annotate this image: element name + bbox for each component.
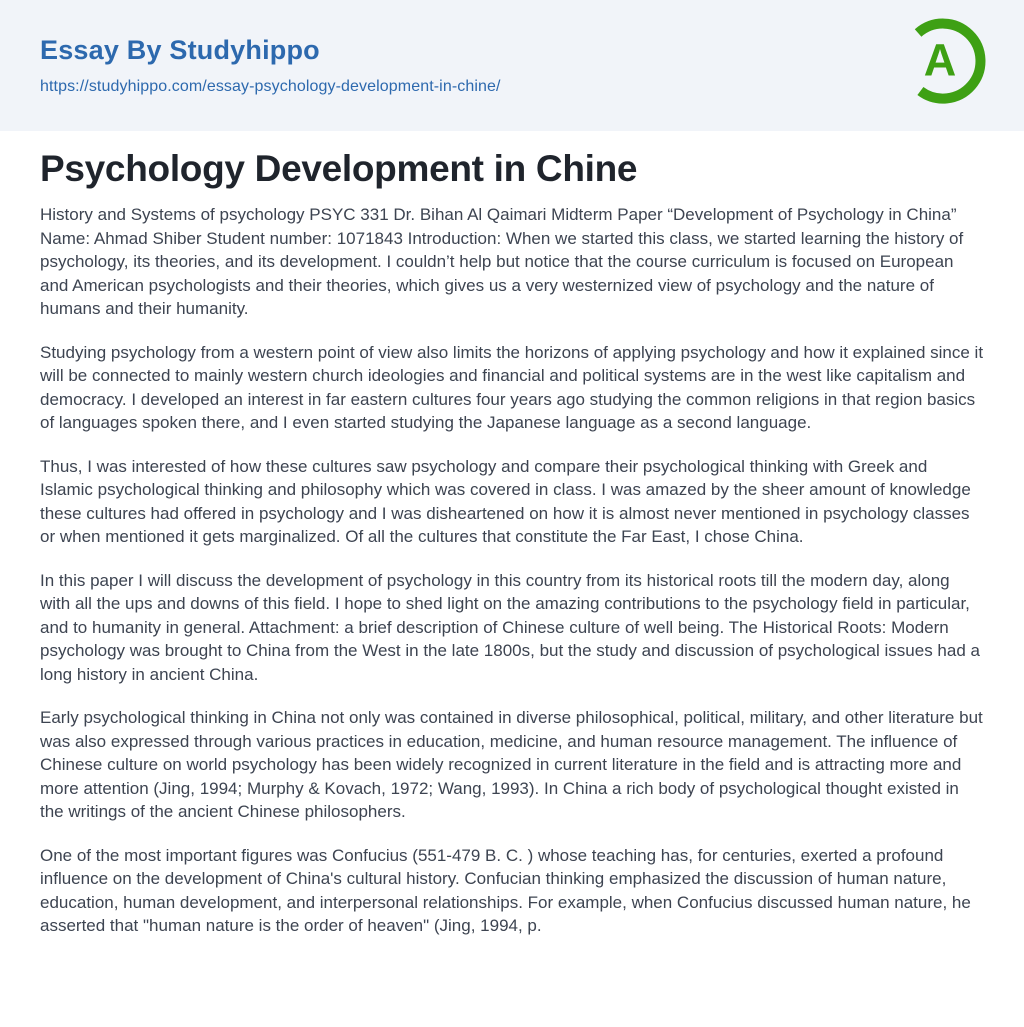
essay-paragraph-6: One of the most important figures was Confucius (551-479 B. C. ) whose teaching has, for centuries, exerted a profound influence on the development of China's cultural history. Confucian thinking emphasized the discussion of human nature, education, human development, and interpersonal relationships. For example, when Confucius discussed human nature, he asserted that "human nature is the order of heaven" (Jing, 1994, p. xyxy=(40,845,971,936)
essay-paragraph-2: Studying psychology from a western point of view also limits the horizons of applying psychology and how it explained since it will be connected to mainly western church ideologies and financial and political systems are in the west like capitalism and democracy. I developed an interest in far eastern cultures four years ago studying the common religions in that region basics of languages spoken there, and I even started studying the Japanese language as a second language. xyxy=(40,342,984,433)
logo-a-icon xyxy=(900,18,986,104)
header-text-block xyxy=(40,0,501,96)
site-header xyxy=(0,0,1024,131)
brand-title: Essay By Studyhippo xyxy=(40,35,320,65)
essay-title: Psychology Development in Chine xyxy=(40,148,638,189)
essay-paragraph-1: History and Systems of psychology PSYC 331 Dr. Bihan Al Qaimari Midterm Paper “Development of Psychology in China” Name: Ahmad Shiber Student number: 1071843 Introduction: When we started this class, we started learning the history of psychology, its theories, and its development. I couldn’t help but notice that the course curriculum is focused on European and American psychologists and their theories, which gives us a very westernized view of psychology and the nature of humans and their humanity. xyxy=(40,205,964,319)
logo-letter: A xyxy=(923,34,957,86)
essay-article xyxy=(0,131,1024,938)
essay-paragraph-5: Early psychological thinking in China not only was contained in diverse philosophical, political, military, and other literature but was also expressed through various practices in education, medicine, and human resource management. The influence of Chinese culture on world psychology has been widely recognized in current literature in the field and is attracting more and more attention (Jing, 1994; Murphy & Kovach, 1972; Wang, 1993). In China a rich body of psychological thought existed in the writings of the ancient Chinese philosophers. xyxy=(40,708,983,822)
essay-paragraph-3: Thus, I was interested of how these cultures saw psychology and compare their psychological thinking with Greek and Islamic psychological thinking and philosophy which was covered in class. I was amazed by the sheer amount of knowledge these cultures had offered in psychology and I was disheartened on how it is almost never mentioned in psychology classes or when mentioned it gets marginalized. Of all the cultures that constitute the Far East, I chose China. xyxy=(40,456,971,547)
essay-paragraph-4: In this paper I will discuss the development of psychology in this country from its historical roots till the modern day, along with all the ups and downs of this field. I hope to shed light on the amazing contributions to the psychology field in particular, and to humanity in general. Attachment: a brief description of Chinese culture of well being. The Historical Roots: Modern psychology was brought to China from the West in the late 1800s, but the study and discussion of psychological issues had a long history in ancient China. xyxy=(40,570,980,684)
studyhippo-logo[interactable] xyxy=(900,18,986,104)
essay-url-link[interactable]: https://studyhippo.com/essay-psychology-development-in-chine/ xyxy=(40,77,501,95)
